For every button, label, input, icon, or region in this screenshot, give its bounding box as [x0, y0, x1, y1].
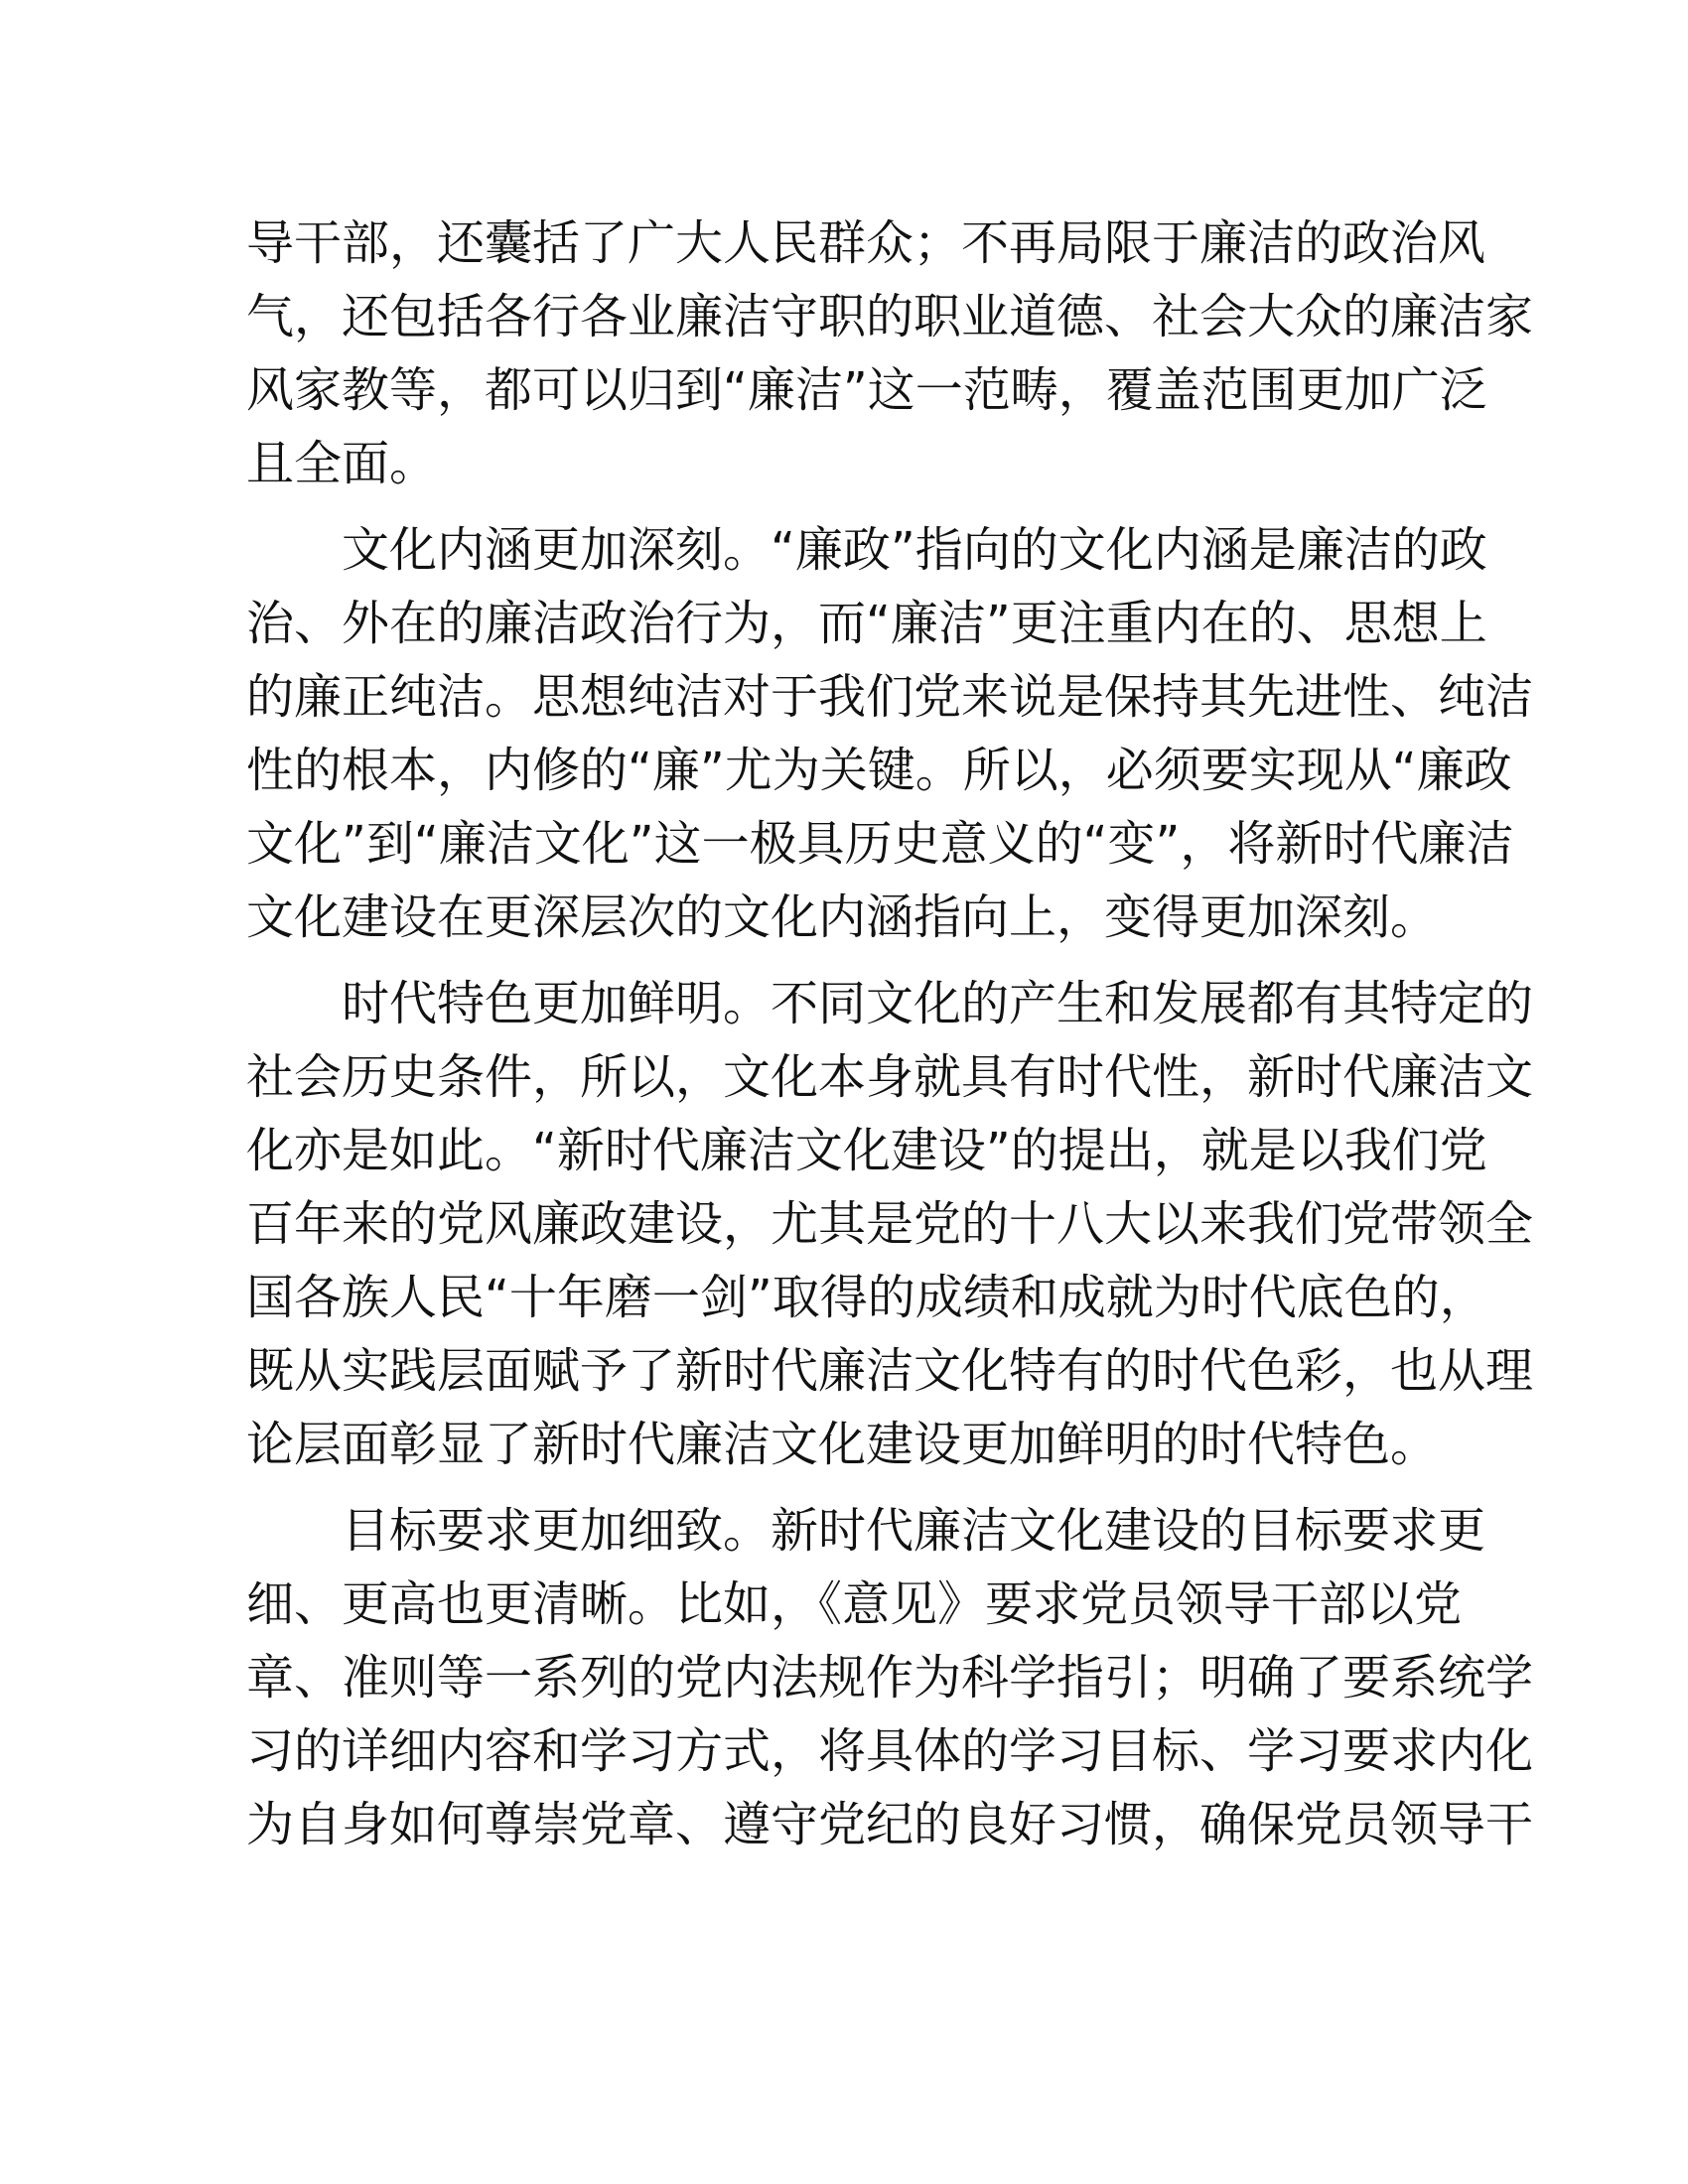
paragraph-line: 国各族人民“十年磨一剑”取得的成绩和成就为时代底色的，	[246, 1270, 1487, 1325]
paragraph-line: 论层面彰显了新时代廉洁文化建设更加鲜明的时代特色。	[246, 1417, 1439, 1472]
paragraph-line: 的廉正纯洁。思想纯洁对于我们党来说是保持其先进性、纯洁	[246, 669, 1534, 725]
paragraph-line: 治、外在的廉洁政治行为，而“廉洁”更注重内在的、思想上	[246, 596, 1487, 651]
paragraph-line: 目标要求更加细致。新时代廉洁文化建设的目标要求更	[342, 1503, 1486, 1559]
paragraph-4	[246, 1494, 1534, 1861]
paragraph-line: 且全面。	[246, 436, 438, 491]
paragraph-line: 化亦是如此。“新时代廉洁文化建设”的提出，就是以我们党	[246, 1123, 1487, 1178]
paragraph-line: 文化建设在更深层次的文化内涵指向上，变得更加深刻。	[246, 889, 1439, 945]
paragraph-line: 导干部，还囊括了广大人民群众；不再局限于廉洁的政治风	[246, 215, 1486, 271]
paragraph-line: 章、准则等一系列的党内法规作为科学指引；明确了要系统学	[246, 1650, 1534, 1706]
paragraph-line: 百年来的党风廉政建设，尤其是党的十八大以来我们党带领全	[246, 1196, 1534, 1252]
paragraph-3	[246, 967, 1534, 1481]
paragraph-2	[246, 513, 1534, 954]
paragraph-1	[246, 206, 1534, 500]
paragraph-line: 细、更高也更清晰。比如，《意见》要求党员领导干部以党	[246, 1576, 1463, 1632]
paragraph-line: 社会历史条件，所以，文化本身就具有时代性，新时代廉洁文	[246, 1049, 1534, 1105]
paragraph-line: 习的详细内容和学习方式，将具体的学习目标、学习要求内化	[246, 1723, 1534, 1779]
paragraph-line: 既从实践层面赋予了新时代廉洁文化特有的时代色彩，也从理	[246, 1343, 1534, 1399]
paragraph-line: 风家教等，都可以归到“廉洁”这一范畴，覆盖范围更加广泛	[246, 362, 1487, 418]
paragraph-line: 为自身如何尊崇党章、遵守党纪的良好习惯，确保党员领导干	[246, 1797, 1534, 1852]
paragraph-line: 文化”到“廉洁文化”这一极具历史意义的“变”，将新时代廉洁	[246, 816, 1514, 872]
paragraph-line: 气，还包括各行各业廉洁守职的职业道德、社会大众的廉洁家	[246, 289, 1534, 344]
document-body	[246, 206, 1534, 1874]
paragraph-line: 时代特色更加鲜明。不同文化的产生和发展都有其特定的	[342, 976, 1534, 1031]
paragraph-line: 性的根本，内修的“廉”尤为关键。所以，必须要实现从“廉政	[246, 743, 1512, 798]
paragraph-line: 文化内涵更加深刻。“廉政”指向的文化内涵是廉洁的政	[342, 522, 1487, 578]
